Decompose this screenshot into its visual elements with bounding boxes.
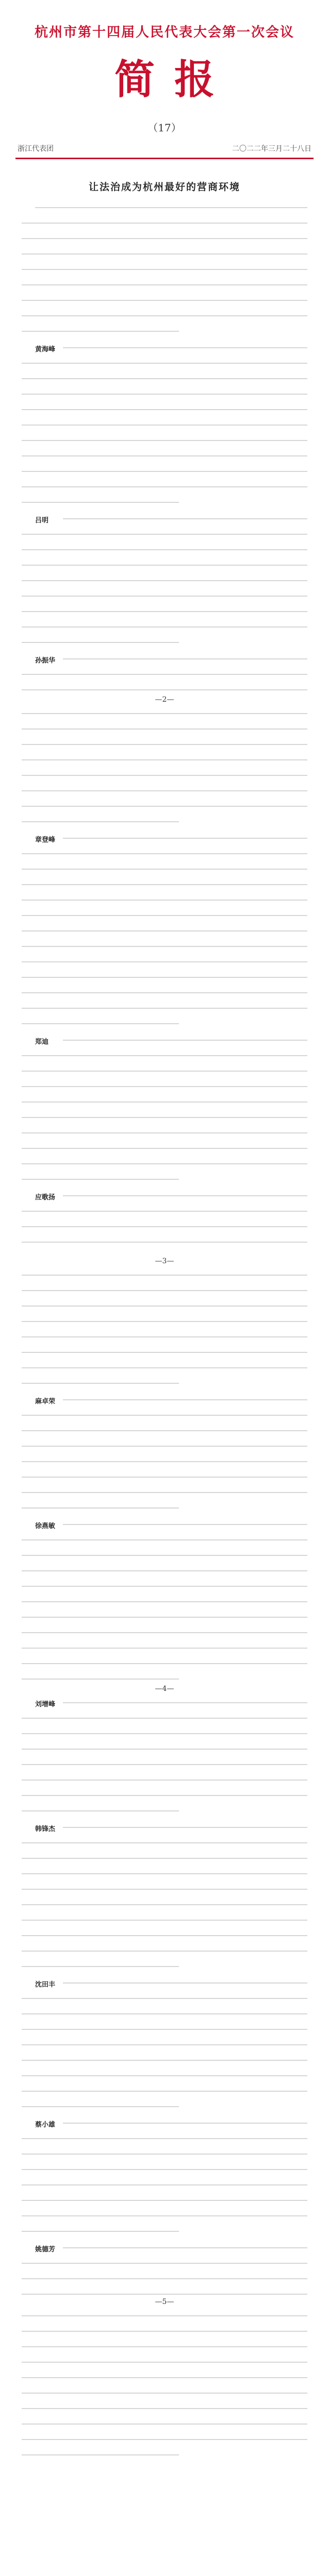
speaker-name: 应歌扬 (35, 1194, 56, 1201)
text-line (63, 658, 307, 659)
text-line (63, 347, 307, 348)
text-line (63, 1040, 307, 1041)
speaker-name: 郑迪 (35, 1038, 49, 1046)
speaker-name: 蔡小雄 (35, 2121, 56, 2129)
speaker-name: 黄海峰 (35, 346, 56, 353)
text-line (63, 2123, 307, 2124)
speaker-name: 姚德芳 (35, 2246, 56, 2253)
speaker-name: 麻卓荣 (35, 1398, 56, 1405)
page-number: —4— (155, 1685, 174, 1693)
text-line (63, 1524, 307, 1525)
article-title: 让法治成为杭州最好的营商环境 (88, 181, 240, 193)
text-line (63, 1702, 307, 1703)
bulletin-header-title: 杭州市第十四届人民代表大会第一次会议 (34, 25, 294, 40)
speaker-name: 刘增峰 (35, 1701, 56, 1708)
header-meta (18, 143, 311, 156)
text-line (63, 518, 307, 519)
text-line (63, 1827, 307, 1828)
speaker-name: 章登峰 (35, 836, 56, 844)
bulletin-name: 简报 (114, 56, 234, 103)
issue-number: （17） (147, 122, 182, 134)
text-line (63, 838, 307, 839)
text-line (63, 1399, 307, 1400)
page-number: —3— (155, 1257, 174, 1265)
text-line (63, 2247, 307, 2248)
page-number: —2— (155, 696, 174, 704)
header-divider (15, 158, 314, 159)
delegation-name: 浙江代表团 (18, 145, 54, 153)
speaker-name: 韩锋杰 (35, 1825, 56, 1833)
speaker-name: 徐燕敏 (35, 1522, 56, 1530)
issue-date: 二〇二二年三月二十八日 (232, 145, 311, 153)
text-line (63, 1195, 307, 1196)
text-line (63, 1982, 307, 1984)
page-number: —5— (155, 2298, 174, 2306)
speaker-name: 孙振华 (35, 657, 56, 665)
speaker-name: 沈田丰 (35, 1981, 56, 1989)
speaker-name: 吕明 (35, 517, 49, 524)
